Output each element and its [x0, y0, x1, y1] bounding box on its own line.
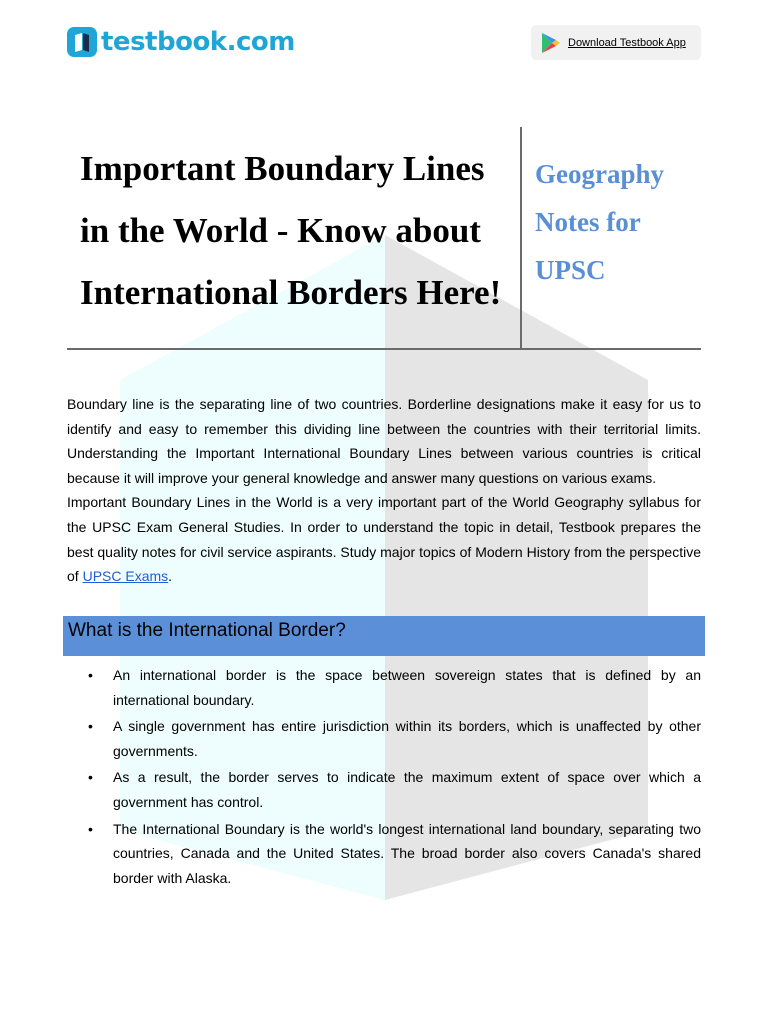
section-heading: What is the International Border? [63, 616, 705, 656]
logo-text: testbook.com [101, 27, 295, 57]
bullet-icon: • [88, 667, 93, 683]
list-item-text: The International Boundary is the world's longest international land boundary, separating two countries, Canada and the United States. The broad border also covers Canada's shared border with Alaska. [113, 820, 701, 886]
download-app-label: Download Testbook App [568, 36, 686, 49]
page-title: Important Boundary Lines in the World - Know about International Borders Here! [80, 149, 502, 312]
bullet-icon: • [88, 820, 93, 837]
list-item-text: An international border is the space between sovereign states that is defined by an international boundary. [113, 667, 701, 708]
intro-paragraph-2-end: . [168, 568, 173, 585]
intro-paragraph-1: Boundary line is the separating line of two countries. Borderline designations make it easy for us to identify and easy to remember this dividing line between the countries with their territorial limits. Understanding the Important International Boundary Lines between various countries is critical because it will improve your general knowledge and answer many questions on various exams. [67, 396, 701, 486]
testbook-logo[interactable] [67, 27, 295, 57]
title-divider [520, 127, 522, 349]
list-item [88, 663, 701, 712]
list-item [88, 714, 701, 763]
intro-paragraph-2-text: Important Boundary Lines in the World is a very important part of the World Geography syllabus for the UPSC Exam General Studies. In order to understand the topic in detail, Testbook prepares the best quality notes for civil service aspirants. Study major topics of Modern History from the perspective of [67, 494, 701, 585]
list-item-text: As a result, the border serves to indicate the maximum extent of space over which a government has control. [113, 769, 701, 810]
play-store-icon [541, 32, 561, 54]
bullet-icon: • [88, 769, 93, 786]
list-item [88, 765, 701, 814]
list-item-text: A single government has entire jurisdiction within its borders, which is unaffected by other governments. [113, 718, 701, 759]
intro-text [67, 392, 701, 589]
header-rule [67, 348, 701, 350]
page-subtitle: Geography Notes for UPSC [535, 159, 665, 285]
border-facts-list [88, 663, 701, 892]
list-item [88, 817, 701, 891]
intro-paragraph-2 [67, 490, 701, 588]
testbook-logo-icon [67, 27, 97, 57]
upsc-exams-link[interactable]: UPSC Exams [82, 568, 169, 585]
bullet-icon: • [88, 718, 93, 735]
download-app-button[interactable] [531, 25, 701, 60]
